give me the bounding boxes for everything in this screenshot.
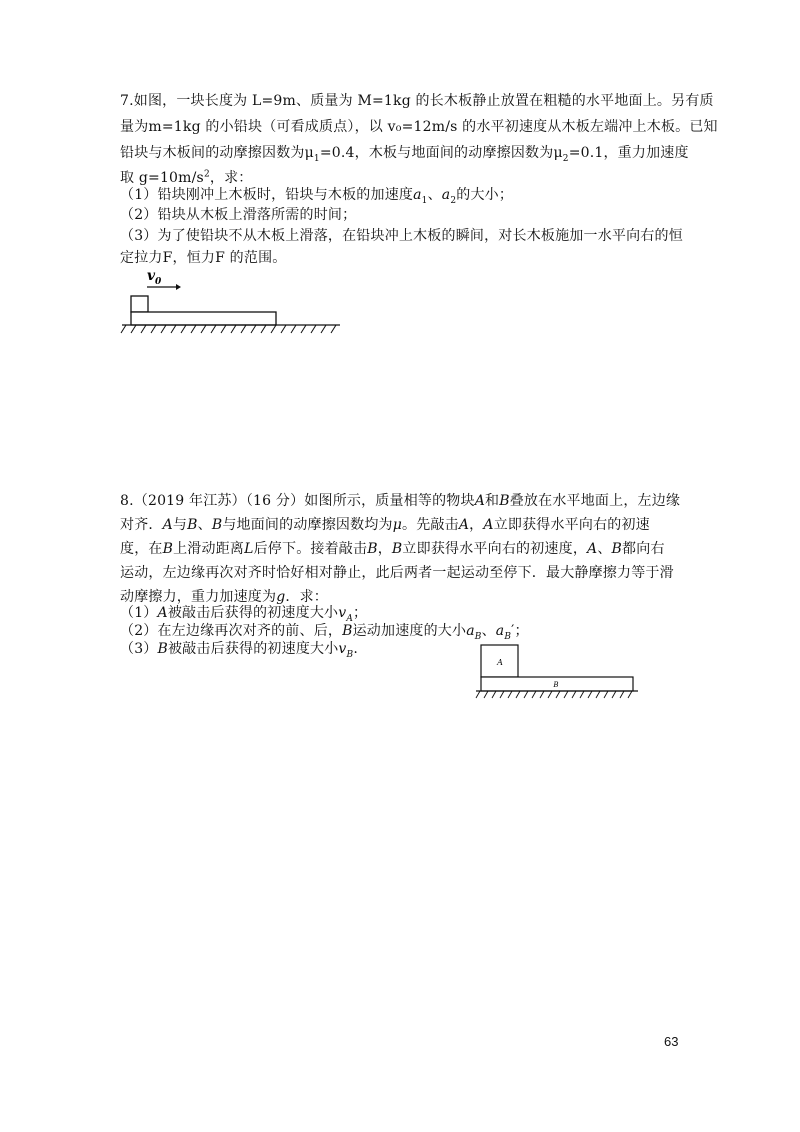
q7-figure: [118, 266, 344, 338]
q8-line-4: 运动，左边缘再次对齐时恰好相对静止，此后两者一起运动至停下．最大静摩擦力等于滑: [120, 565, 674, 581]
q7-line-1: 7.如图，一块长度为 L=9m、质量为 M=1kg 的长木板静止放置在粗糙的水平地面上。另有质: [120, 93, 714, 109]
q7-subquestion-1: （1）铅块刚冲上木板时，铅块与木板的加速度$a_1$、$a_2$的大小；: [120, 187, 514, 206]
q8-ground-hatch: [476, 691, 632, 698]
q8-figure: [472, 642, 642, 704]
q8-block-a-label: A: [497, 658, 503, 667]
q8-block-b-label: B: [553, 681, 559, 689]
q8-subquestion-2: （2）在左边缘再次对齐的前、后，B运动加速度的大小$a_B$、$a_B'$；: [120, 623, 529, 642]
q8-line-3: 度，在B上滑动距离L后停下。接着敲击B，B立即获得水平向右的初速度，A、B都向右: [120, 541, 665, 557]
q7-long-board: [131, 312, 276, 325]
page-number: 63: [664, 1034, 679, 1049]
q8-line-1: 8.（2019 年江苏）（16 分）如图所示，质量相等的物块A和B叠放在水平地面上，左边缘: [120, 493, 681, 509]
q7-lead-block: [131, 296, 148, 312]
svg-text:0: 0: [155, 277, 162, 287]
svg-text:v: v: [147, 268, 156, 284]
q7-ground-hatch: [121, 325, 336, 333]
q7-line-4: 取 $g=10m/s^2$，求：: [120, 169, 253, 186]
q7-line-2: 量为m=1kg 的小铅块（可看成质点），以 v₀=12m/s 的水平初速度从木板左端冲上木板。已知: [120, 119, 718, 135]
q8-subquestion-1: （1）A被敲击后获得的初速度大小$v_A$；: [120, 605, 368, 624]
q7-velocity-label: [147, 268, 162, 287]
q8-line-5: 动摩擦力，重力加速度为g．求：: [120, 589, 328, 605]
q8-subquestion-3: （3）B被敲击后获得的初速度大小$v_B$.: [120, 641, 359, 660]
q7-line-3: 铅块与木板间的动摩擦因数为$\mu_1=0.4$，木板与地面间的动摩擦因数为$\mu_2=0.1$，重力加速度: [120, 145, 689, 164]
q8-line-2: 对齐．A与B、B与地面间的动摩擦因数均为μ。先敲击A，A立即获得水平向右的初速: [120, 517, 650, 533]
q7-subquestion-2: （2）铅块从木板上滑落所需的时间；: [120, 207, 357, 223]
q7-subquestion-3-line-2: 定拉力F，恒力F 的范围。: [120, 250, 287, 266]
q7-velocity-arrowhead: [176, 284, 181, 290]
q7-subquestion-3-line-1: （3）为了使铅块不从木板上滑落，在铅块冲上木板的瞬间，对长木板施加一水平向右的恒: [120, 228, 683, 244]
